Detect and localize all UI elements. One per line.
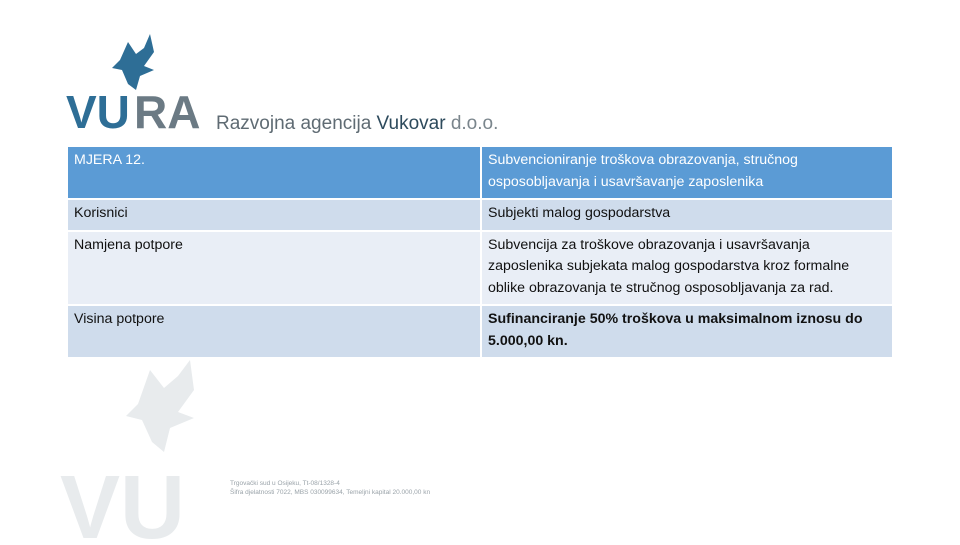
dove-logo-icon [66, 30, 216, 140]
measure-title: Subvencioniranje troškova obrazovanja, stručnog osposobljavanja i usavršavanje zaposlenika [482, 147, 892, 198]
footer-line-1: Trgovački sud u Osijeku, Tt-08/1328-4 [230, 480, 340, 487]
table-row [68, 232, 892, 305]
row-label: Visina potpore [68, 306, 480, 357]
logo-tagline [216, 113, 498, 135]
dove-watermark-icon [60, 360, 260, 540]
row-value: Sufinanciranje 50% troškova u maksimalnom iznosu do 5.000,00 kn. [482, 306, 892, 357]
company-logo [66, 30, 499, 140]
svg-text:RA: RA [134, 86, 201, 138]
table-header-row [68, 147, 892, 198]
row-label: Namjena potpore [68, 232, 480, 305]
tagline-city: Vukovar [376, 113, 446, 134]
tagline-suffix: d.o.o. [450, 113, 499, 134]
row-value: Subjekti malog gospodarstva [482, 200, 892, 230]
table-row [68, 200, 892, 230]
row-label: Korisnici [68, 200, 480, 230]
logo-mark: VU [66, 86, 130, 138]
row-value: Subvencija za troškove obrazovanja i usavršavanja zaposlenika subjekata malog gospodarstva kroz formalne oblike obrazovanja te stručnog osposobljavanja za rad. [482, 232, 892, 305]
measure-table [66, 145, 894, 359]
company-registration-note [230, 479, 430, 497]
measure-label: MJERA 12. [68, 147, 480, 198]
table-row [68, 306, 892, 357]
logo-watermark [60, 360, 480, 540]
tagline-prefix: Razvojna agencija [216, 113, 372, 134]
svg-text:VU: VU [60, 458, 186, 540]
footer-line-2: Šifra djelatnosti 7022, MBS 030099634, Temeljni kapital 20.000,00 kn [230, 489, 431, 496]
